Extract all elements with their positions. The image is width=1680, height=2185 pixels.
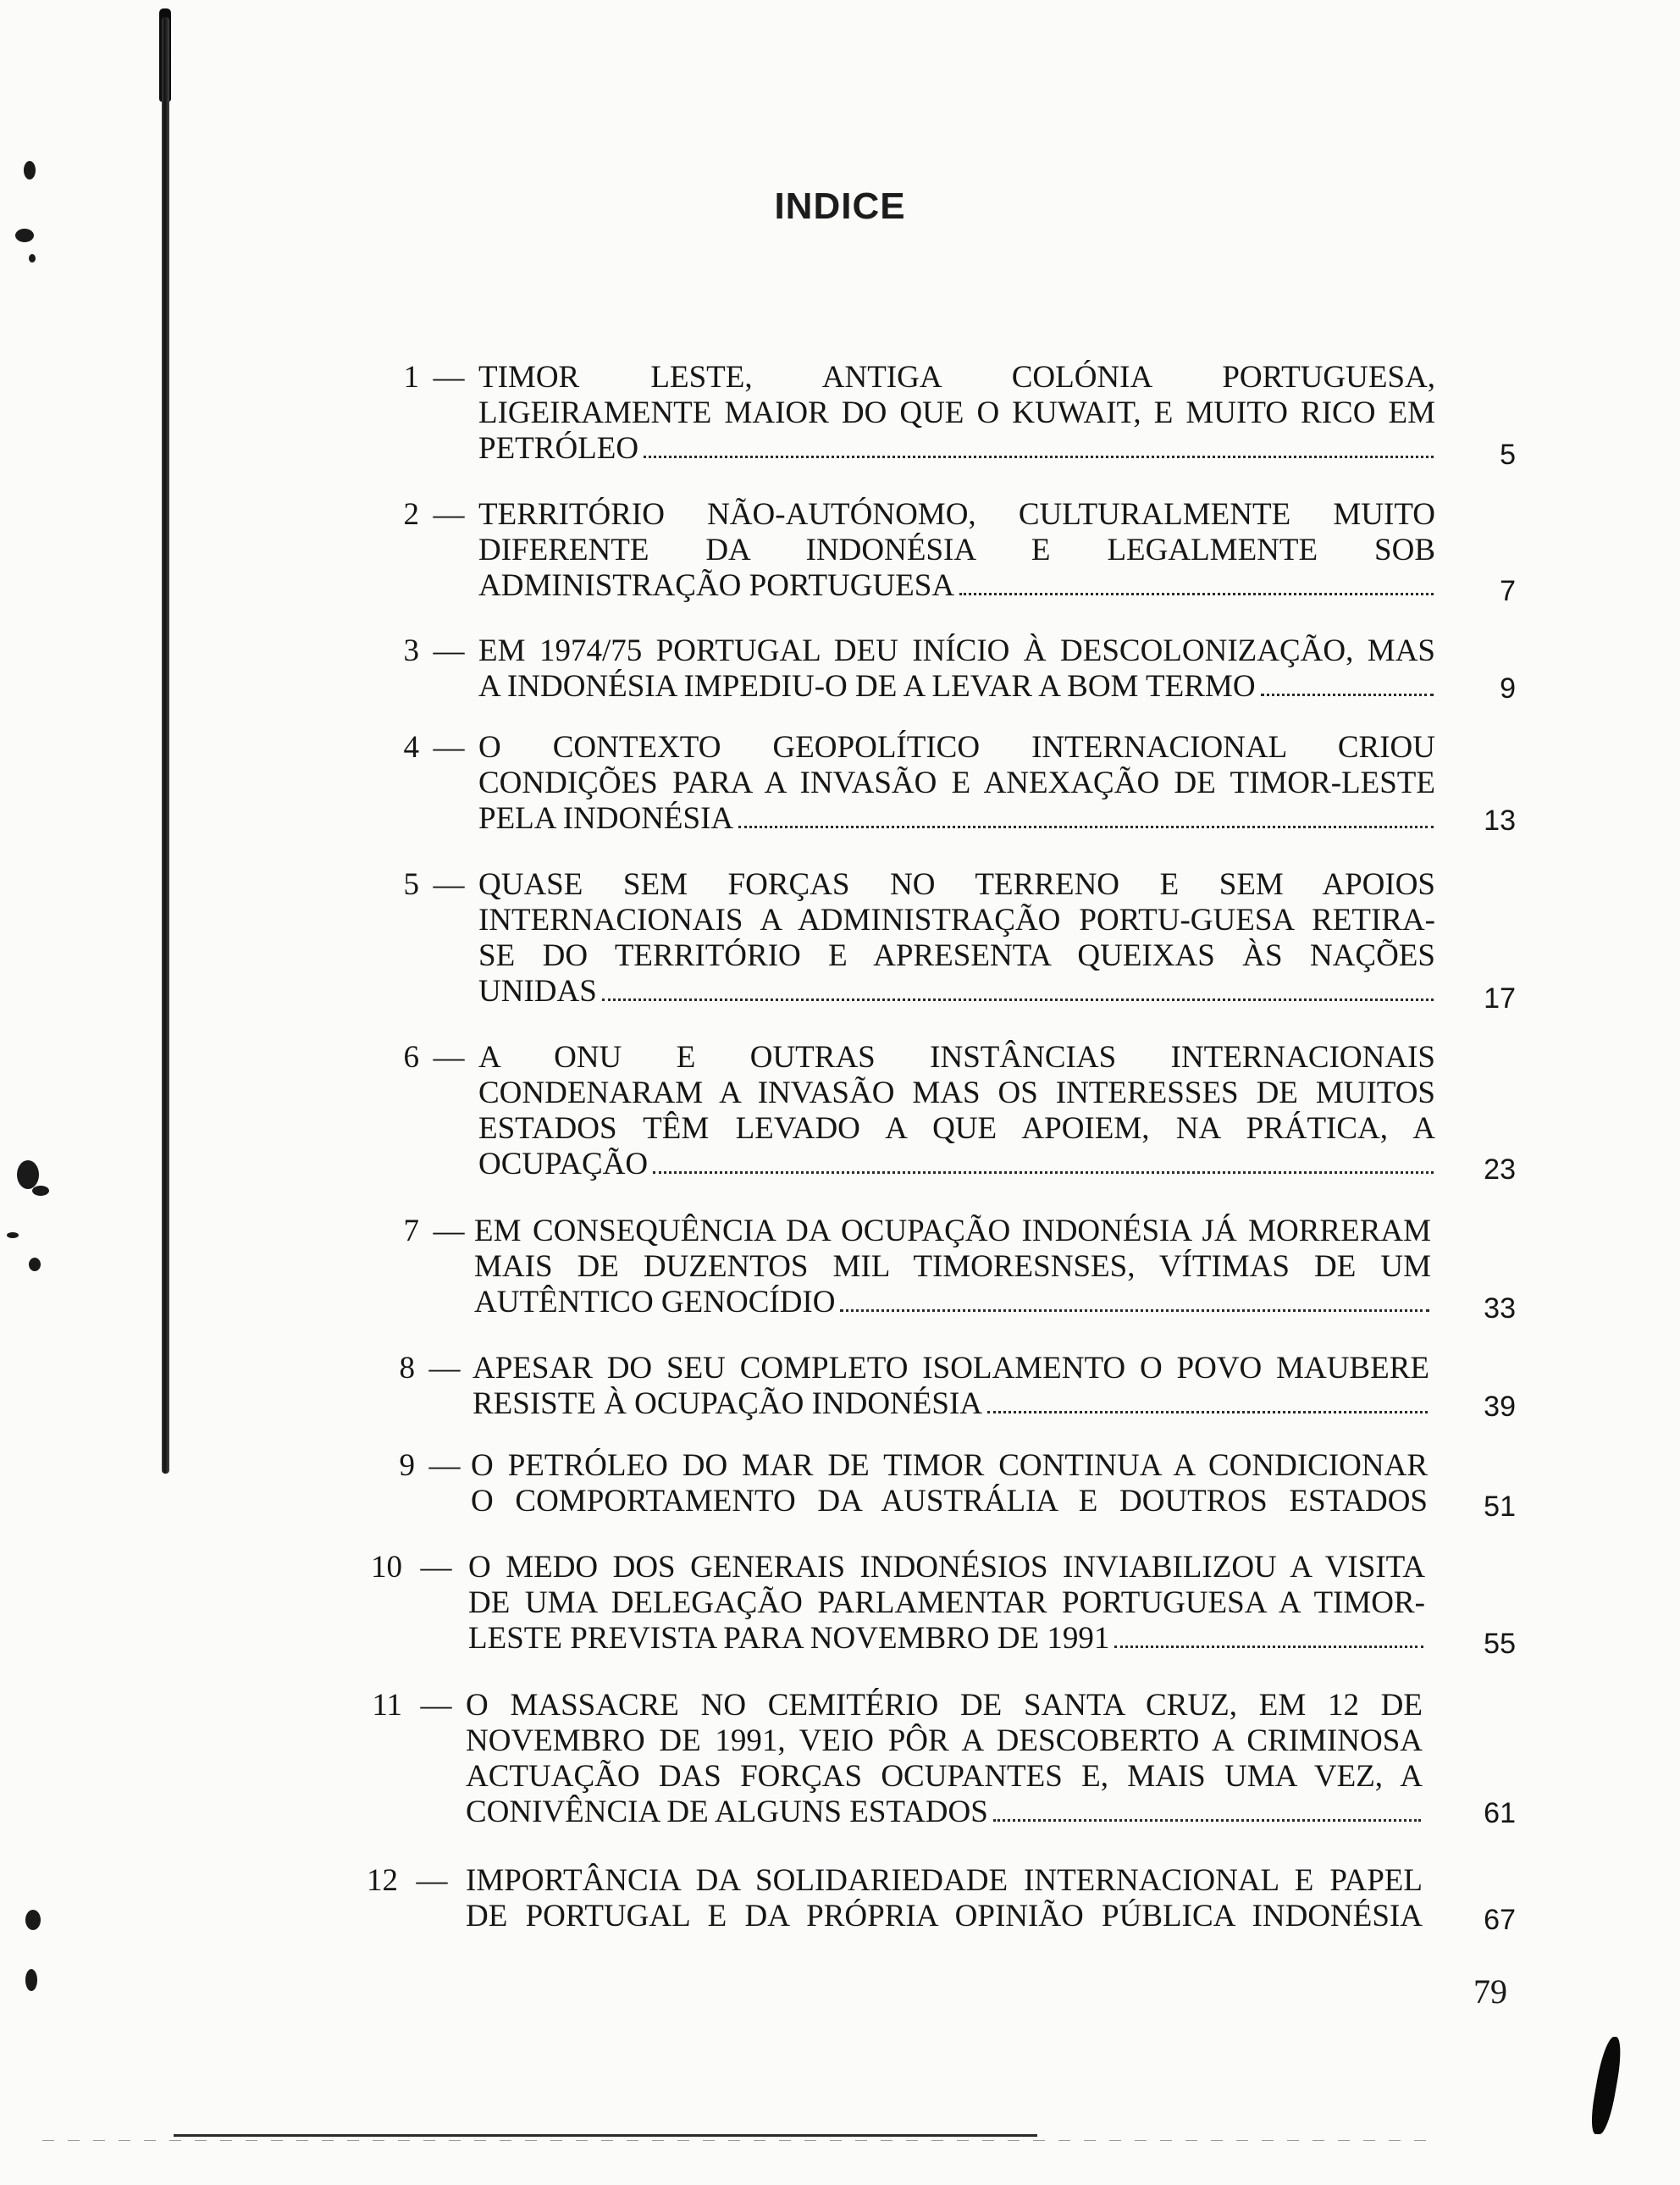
entry-line: A INDONÉSIA IMPEDIU-O DE A LEVAR A BOM TERMO (478, 669, 1256, 704)
entry-dash: — (433, 633, 465, 668)
entry-dash: — (433, 867, 465, 902)
entry-title (471, 1448, 1428, 1519)
entry-page: 39 (1484, 1391, 1516, 1423)
entry-page: 5 (1500, 439, 1516, 471)
entry-line: O CONTEXTO GEOPOLÍTICO INTERNACIONAL CRIOU (478, 730, 1435, 765)
entry-page: 61 (1484, 1797, 1516, 1829)
entry-title (466, 1688, 1423, 1830)
entry-line: CONDIÇÕES PARA A INVASÃO E ANEXAÇÃO DE TIMOR-LESTE (478, 766, 1435, 800)
dot-leader (840, 1308, 1429, 1312)
entry-line-last (466, 1795, 1423, 1830)
entry-number: 1 (403, 360, 419, 395)
entry-line: ESTADOS TÊM LEVADO A QUE APOIEM, NA PRÁTICA, A (478, 1111, 1435, 1146)
entry-line-last (478, 974, 1435, 1010)
dot-leader (993, 1818, 1421, 1822)
entry-line: NOVEMBRO DE 1991, VEIO PÔR A DESCOBERTO A CRIMINOSA (466, 1723, 1423, 1758)
entry-title (478, 633, 1435, 705)
dot-leader (653, 1170, 1434, 1174)
entry-line: DE UMA DELEGAÇÃO PARLAMENTAR PORTUGUESA A TIMOR- (468, 1585, 1425, 1620)
entry-line: OCUPAÇÃO (478, 1147, 649, 1181)
entry-line: O PETRÓLEO DO MAR DE TIMOR CONTINUA A CONDICIONAR (471, 1448, 1428, 1483)
entry-number: 11 (372, 1688, 402, 1723)
entry-dash: — (433, 1214, 465, 1248)
entry-title (468, 1550, 1425, 1657)
entry-dash: — (433, 360, 465, 395)
entry-title (474, 1214, 1431, 1320)
entry-dash: — (420, 1688, 452, 1723)
entry-line-last (478, 801, 1435, 837)
page-title: INDICE (774, 185, 906, 228)
entry-line: O MEDO DOS GENERAIS INDONÉSIOS INVIABILIZOU A VISITA (468, 1550, 1425, 1585)
entry-line-last (478, 431, 1435, 467)
dot-leader (644, 455, 1434, 458)
entry-number: 9 (399, 1448, 415, 1483)
entry-line-last (478, 1147, 1435, 1182)
entry-line: DIFERENTE DA INDONÉSIA E LEGALMENTE SOB (478, 533, 1435, 567)
entry-title (478, 867, 1435, 1010)
entry-line-last (472, 1386, 1429, 1422)
entry-line: O MASSACRE NO CEMITÉRIO DE SANTA CRUZ, EM 12 DE (466, 1688, 1423, 1723)
entry-number: 12 (367, 1863, 398, 1898)
dot-leader (1114, 1645, 1423, 1648)
entry-number: 5 (403, 867, 419, 902)
entry-page: 67 (1484, 1904, 1516, 1936)
entry-line: IMPORTÂNCIA DA SOLIDARIEDADE INTERNACIONAL E PAPEL (466, 1863, 1423, 1898)
entry-line: O COMPORTAMENTO DA AUSTRÁLIA E DOUTROS ESTADOS (471, 1484, 1428, 1518)
entry-line-last (478, 568, 1435, 604)
entry-line: TERRITÓRIO NÃO-AUTÓNOMO, CULTURALMENTE MUITO (478, 497, 1435, 532)
entry-line: INTERNACIONAIS A ADMINISTRAÇÃO PORTU-GUESA RETIRA- (478, 903, 1435, 938)
dot-leader (602, 998, 1434, 1001)
entry-dash: — (433, 1040, 465, 1075)
entry-page: 17 (1484, 982, 1516, 1015)
entry-dash: — (416, 1863, 448, 1898)
entry-page: 51 (1484, 1491, 1516, 1523)
entry-line-last (478, 669, 1435, 705)
entry-line: EM 1974/75 PORTUGAL DEU INÍCIO À DESCOLONIZAÇÃO, MAS (478, 633, 1435, 668)
entry-line: A ONU E OUTRAS INSTÂNCIAS INTERNACIONAIS (478, 1040, 1435, 1075)
entry-number: 4 (403, 730, 419, 765)
entry-line: SE DO TERRITÓRIO E APRESENTA QUEIXAS ÀS NAÇÕES (478, 938, 1435, 973)
entry-page: 13 (1484, 805, 1516, 837)
entry-line: PELA INDONÉSIA (478, 801, 734, 836)
entry-page: 33 (1484, 1292, 1516, 1325)
entry-page: 7 (1500, 575, 1516, 607)
entry-page: 55 (1484, 1628, 1516, 1660)
entry-line: LIGEIRAMENTE MAIOR DO QUE O KUWAIT, E MUITO RICO EM (478, 396, 1435, 430)
entry-line: CONDENARAM A INVASÃO MAS OS INTERESSES DE MUITOS (478, 1076, 1435, 1110)
entry-title (466, 1863, 1423, 1934)
entry-line: PETRÓLEO (478, 431, 639, 466)
entry-line: TIMOR LESTE, ANTIGA COLÓNIA PORTUGUESA, (478, 360, 1435, 395)
entry-dash: — (433, 730, 465, 765)
entry-number: 6 (403, 1040, 419, 1075)
entry-number: 2 (403, 497, 419, 532)
entry-title (478, 497, 1435, 604)
dot-leader (1261, 693, 1434, 696)
entry-dash: — (428, 1351, 461, 1386)
entry-dash: — (420, 1550, 452, 1585)
footer-rule-faint (42, 2140, 1431, 2141)
entry-number: 7 (403, 1214, 419, 1248)
entry-line: QUASE SEM FORÇAS NO TERRENO E SEM APOIOS (478, 867, 1435, 902)
dot-leader (959, 592, 1434, 595)
entry-page: 9 (1500, 672, 1516, 705)
entry-line-last (474, 1285, 1431, 1320)
footer-rule (174, 2134, 1037, 2137)
entry-line: CONIVÊNCIA DE ALGUNS ESTADOS (466, 1795, 988, 1829)
entry-line: DE PORTUGAL E DA PRÓPRIA OPINIÃO PÚBLICA INDONÉSIA (466, 1899, 1423, 1933)
entry-title (478, 360, 1435, 467)
entry-number: 8 (399, 1351, 415, 1386)
entry-number: 3 (403, 633, 419, 668)
entry-line: RESISTE À OCUPAÇÃO INDONÉSIA (472, 1386, 982, 1421)
entry-line: AUTÊNTICO GENOCÍDIO (474, 1285, 836, 1319)
entry-line: EM CONSEQUÊNCIA DA OCUPAÇÃO INDONÉSIA JÁ MORRERAM (474, 1214, 1431, 1248)
entry-title (478, 1040, 1435, 1182)
entry-line: MAIS DE DUZENTOS MIL TIMORESNSES, VÍTIMAS DE UM (474, 1249, 1431, 1284)
entry-title (472, 1351, 1429, 1422)
entry-line: UNIDAS (478, 974, 597, 1009)
entry-page: 23 (1484, 1153, 1516, 1186)
entry-line-last (468, 1621, 1425, 1657)
dot-leader (738, 825, 1434, 828)
entry-title (478, 730, 1435, 837)
dot-leader (987, 1410, 1428, 1413)
entry-line: APESAR DO SEU COMPLETO ISOLAMENTO O POVO MAUBERE (472, 1351, 1429, 1386)
entry-dash: — (428, 1448, 461, 1483)
entry-line: ADMINISTRAÇÃO PORTUGUESA (478, 568, 955, 603)
entry-dash: — (433, 497, 465, 532)
page-number: 79 (1473, 1972, 1507, 2011)
entry-number: 10 (371, 1550, 402, 1585)
entry-line: LESTE PREVISTA PARA NOVEMBRO DE 1991 (468, 1621, 1110, 1656)
entry-line: ACTUAÇÃO DAS FORÇAS OCUPANTES E, MAIS UMA VEZ, A (466, 1759, 1423, 1794)
